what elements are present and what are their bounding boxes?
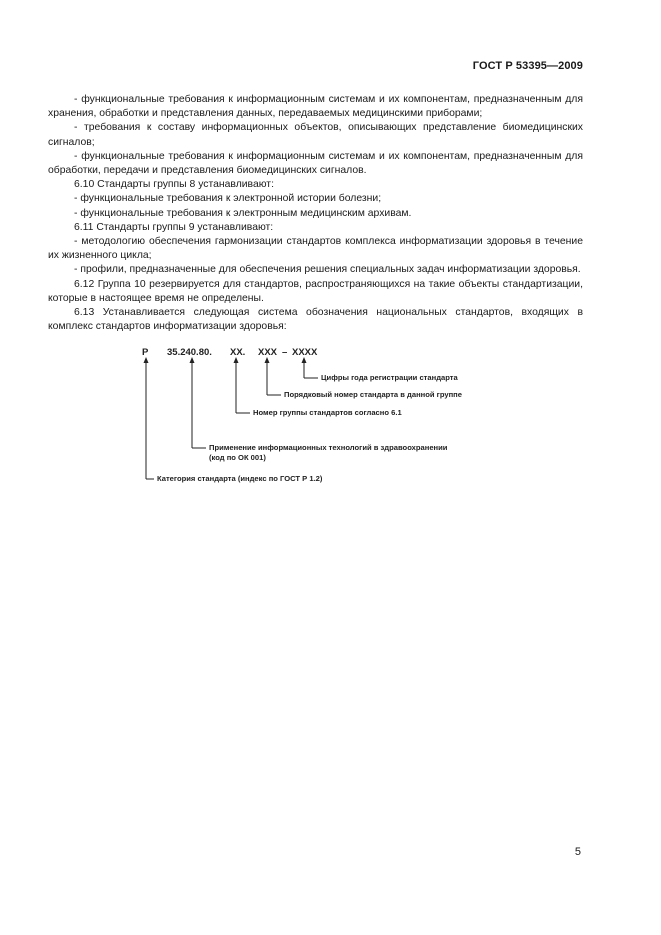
designation-part-category: Р [142,347,149,358]
paragraph: 6.12 Группа 10 резервируется для стандартов, распространяющихся на такие объекты стандартизации, которые в настоящее время не определены. [48,278,583,304]
paragraph: - методологию обеспечения гармонизации стандартов комплекса информатизации здоровья в течение их жизненного цикла; [48,236,583,262]
designation-dash: – [282,347,288,358]
label-group-number: Номер группы стандартов согласно 6.1 [253,408,402,417]
paragraph: - функциональные требования к электронной истории болезни; [74,193,382,205]
designation-diagram [140,345,520,495]
paragraph: - функциональные требования к информационным системам и их компонентам, предназначенным для хранения, обработки и представления данных, передаваемых медицинскими приборами; [48,94,583,120]
paragraph: - профили, предназначенные для обеспечения решения специальных задач информатизации здоровья. [74,264,581,276]
label-ok-code: (код по ОК 001) [209,453,266,462]
paragraph: 6.10 Стандарты группы 8 устанавливают: [74,179,274,191]
label-category: Категория стандарта (индекс по ГОСТ Р 1.2) [157,474,323,483]
label-sequence-number: Порядковый номер стандарта в данной группе [284,390,462,399]
designation-part-sequence: ХХХ [258,347,278,358]
designation-part-year: ХХХХ [292,347,318,358]
document-header: ГОСТ Р 53395—2009 [472,60,583,72]
paragraph: - функциональные требования к электронным медицинским архивам. [74,207,412,219]
label-year: Цифры года регистрации стандарта [321,373,458,382]
paragraph: 6.11 Стандарты группы 9 устанавливают: [74,221,274,233]
paragraph: - требования к составу информационных объектов, описывающих представление биомедицинских сигналов; [48,122,583,148]
page-number: 5 [574,846,581,858]
diagram-connector-lines [140,345,520,495]
paragraph: - функциональные требования к информационным системам и их компонентам, предназначенным для обработки, передачи и представления биомедицинских сигналов. [48,150,583,177]
document-body [48,93,583,334]
designation-part-group: ХХ. [230,347,246,358]
paragraph: 6.13 Устанавливается следующая система обозначения национальных стандартов, входящих в комплекс стандартов информатизации здоровья: [48,307,583,333]
designation-part-classifier-code: 35.240.80. [167,347,212,358]
label-it-healthcare: Применение информационных технологий в здравоохранении [209,443,448,452]
